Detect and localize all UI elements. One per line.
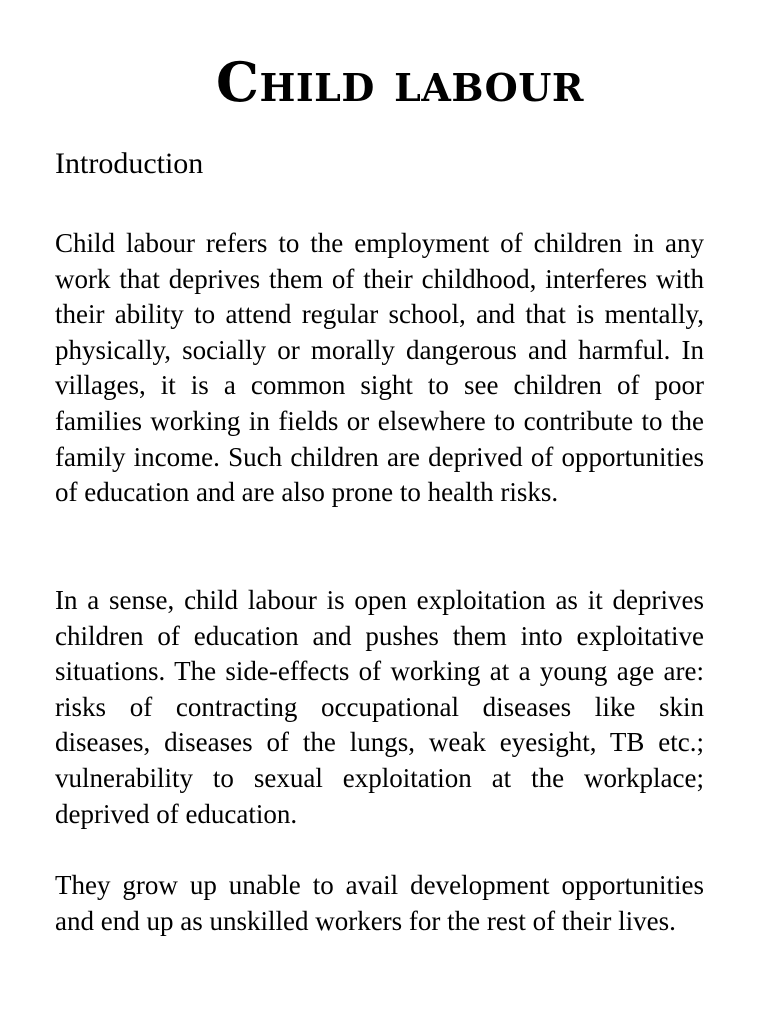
paragraph-3: They grow up unable to avail development opportunities and end up as unskilled workers for the rest of their lives. (55, 870, 704, 936)
paragraph-2: In a sense, child labour is open exploitation as it deprives children of education and pushes them into exploitative situations. The side-effects of working at a young age are: risks of contracting occupational diseases like skin diseases, diseases of the lungs, weak eyesight, TB etc.; vulnerability to sexual exploitation at the workplace; deprived of education. (55, 585, 704, 829)
paragraph-1: Child labour refers to the employment of children in any work that deprives them of their childhood, interferes with their ability to attend regular school, and that is mentally, physically, socially or morally dangerous and harmful. In villages, it is a common sight to see children of poor families working in fields or elsewhere to contribute to the family income. Such children are deprived of opportunities of education and are also prone to health risks. (55, 228, 704, 508)
document-title: Child labour (216, 50, 584, 114)
section-heading: Introduction (55, 147, 204, 180)
